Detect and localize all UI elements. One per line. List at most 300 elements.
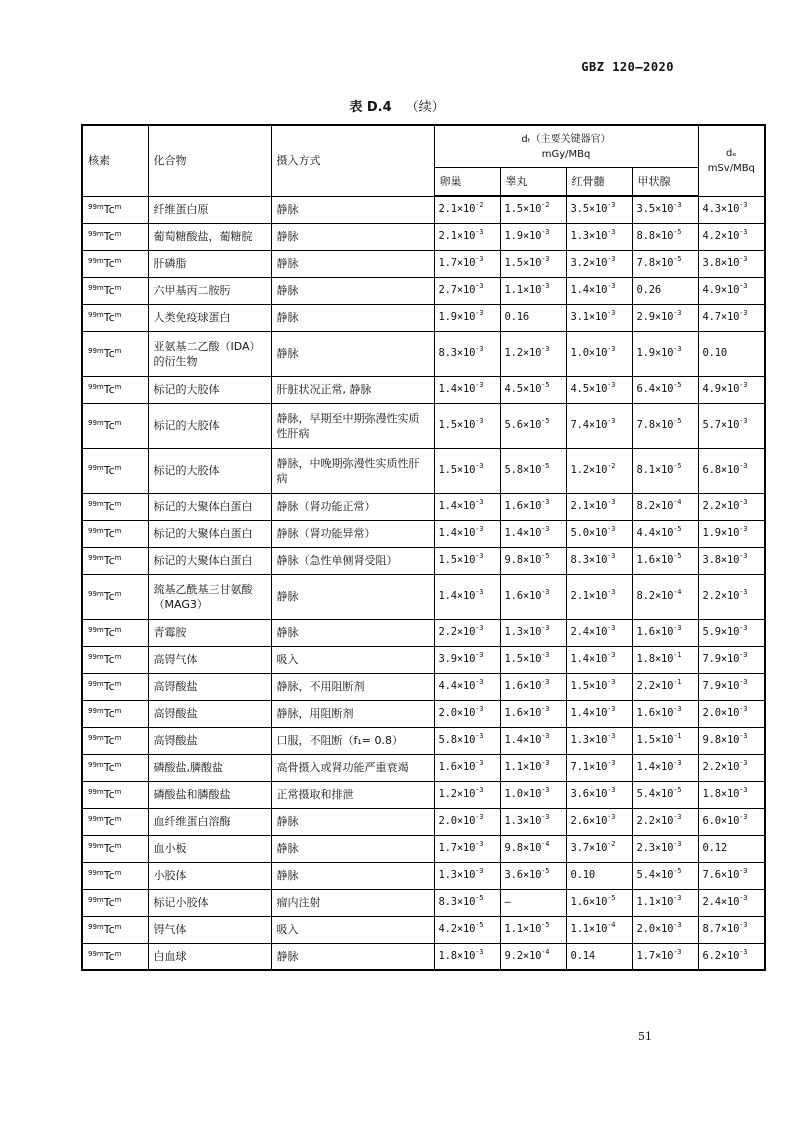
cell-ovary-dose [434, 754, 500, 781]
cell-route: 静脉 [271, 250, 434, 277]
value-exponent: -3 [541, 525, 550, 533]
cell-red-marrow-dose [566, 493, 632, 520]
cell-testis-dose [500, 520, 566, 547]
cell-ovary-dose [434, 304, 500, 331]
table-row [82, 196, 765, 223]
value-exponent: -3 [541, 345, 550, 353]
cell-effective-dose [698, 331, 765, 376]
cell-effective-dose [698, 574, 765, 619]
cell-route: 静脉 [271, 808, 434, 835]
cell-thyroid-dose [632, 250, 698, 277]
cell-thyroid-dose [632, 493, 698, 520]
value-exponent: -3 [607, 705, 616, 713]
cell-ovary-dose [434, 223, 500, 250]
cell-ovary-dose [434, 835, 500, 862]
value-exponent: -3 [739, 705, 748, 713]
col-header-red-marrow: 红骨髓 [566, 168, 632, 197]
nuclide-symbol: Tc [103, 923, 115, 936]
value-exponent: -3 [607, 255, 616, 263]
value-exponent: -2 [607, 840, 616, 848]
nuclide-metastable-mark: m [114, 500, 122, 508]
value-exponent: -5 [673, 228, 682, 236]
nuclide-symbol: Tc [103, 707, 115, 720]
value-mantissa: 1.8×10 [702, 788, 740, 800]
cell-effective-dose [698, 835, 765, 862]
value-exponent: -3 [607, 624, 616, 632]
cell-effective-dose [698, 250, 765, 277]
cell-ovary-dose [434, 520, 500, 547]
nuclide-mass-number: 99m [88, 896, 104, 904]
value-mantissa: 6.2×10 [702, 949, 740, 962]
value-exponent: -3 [475, 813, 484, 821]
value-exponent: -5 [673, 417, 682, 425]
value-exponent: -3 [475, 309, 484, 317]
value-mantissa: 2.0×10 [438, 815, 476, 827]
cell-nuclide [82, 916, 148, 943]
nuclide-metastable-mark: m [114, 464, 122, 472]
cell-thyroid-dose [632, 403, 698, 448]
value-exponent: -4 [673, 588, 682, 596]
value-exponent: -2 [475, 201, 484, 210]
cell-thyroid-dose [632, 862, 698, 889]
value-mantissa: 2.0×10 [636, 923, 674, 935]
cell-thyroid-dose [632, 223, 698, 250]
nuclide-symbol: Tc [103, 500, 115, 513]
value-exponent: -3 [739, 525, 748, 533]
value-mantissa: 3.5×10 [636, 203, 674, 216]
table-row [82, 403, 765, 448]
value-mantissa: 3.8×10 [702, 257, 740, 269]
cell-route: 静脉 [271, 196, 434, 223]
value-exponent: -3 [475, 947, 484, 956]
value-mantissa: 4.7×10 [702, 311, 740, 323]
value-exponent: -3 [475, 759, 484, 767]
nuclide-symbol: Tc [103, 311, 115, 324]
value-exponent: -5 [673, 381, 682, 389]
value-exponent: -3 [541, 282, 550, 290]
nuclide-symbol: Tc [103, 680, 115, 693]
value-mantissa: 7.6×10 [702, 869, 740, 881]
table-row [82, 547, 765, 574]
value-mantissa: 9.8×10 [504, 842, 542, 854]
table-row [82, 754, 765, 781]
value-exponent: -3 [541, 813, 550, 821]
cell-compound: 标记小胶体 [148, 889, 271, 916]
cell-red-marrow-dose [566, 304, 632, 331]
value-exponent: -3 [475, 651, 484, 659]
nuclide-symbol: Tc [103, 464, 115, 477]
table-row [82, 835, 765, 862]
value-mantissa: 1.4×10 [438, 590, 476, 602]
cell-nuclide [82, 547, 148, 574]
table-row [82, 448, 765, 493]
value-mantissa: 2.3×10 [636, 842, 674, 854]
cell-thyroid-dose [632, 646, 698, 673]
nuclide-mass-number: 99m [88, 923, 104, 931]
value-exponent: -4 [541, 840, 550, 848]
table-row [82, 304, 765, 331]
cell-route: 静脉（肾功能正常） [271, 493, 434, 520]
value-mantissa: 2.1×10 [438, 203, 476, 216]
value-mantissa: 5.8×10 [504, 464, 542, 476]
value-exponent: -3 [607, 651, 616, 659]
value-exponent: -3 [475, 552, 484, 560]
value-mantissa: 9.8×10 [702, 734, 740, 746]
value-mantissa: 8.7×10 [702, 923, 740, 935]
value-mantissa: 7.8×10 [636, 257, 674, 269]
nuclide-mass-number: 99m [88, 347, 104, 355]
nuclide-mass-number: 99m [88, 653, 104, 661]
cell-effective-dose [698, 862, 765, 889]
cell-nuclide [82, 196, 148, 223]
cell-red-marrow-dose [566, 547, 632, 574]
nuclide-metastable-mark: m [114, 923, 122, 931]
table-row [82, 673, 765, 700]
organ-dose-label: dₜ（主要关键器官） [521, 133, 611, 145]
cell-effective-dose [698, 808, 765, 835]
value-mantissa: 1.5×10 [438, 419, 476, 431]
nuclide-metastable-mark: m [114, 815, 122, 823]
value-exponent: -3 [739, 228, 748, 236]
value-mantissa: 1.6×10 [504, 590, 542, 602]
cell-ovary-dose [434, 376, 500, 403]
cell-compound: 亚氨基二乙酸（IDA）的衍生物 [148, 331, 271, 376]
cell-route: 静脉 [271, 331, 434, 376]
nuclide-metastable-mark: m [114, 419, 122, 427]
cell-route: 静脉，用阻断剂 [271, 700, 434, 727]
cell-compound: 高锝酸盐 [148, 727, 271, 754]
value-mantissa: 3.5×10 [570, 203, 608, 216]
cell-route: 静脉，早期至中期弥漫性实质性肝病 [271, 403, 434, 448]
value-exponent: -3 [541, 228, 550, 236]
value-mantissa: 0.10 [570, 869, 595, 881]
nuclide-metastable-mark: m [114, 761, 122, 769]
cell-testis-dose [500, 331, 566, 376]
value-mantissa: 4.2×10 [702, 230, 740, 242]
cell-testis-dose [500, 889, 566, 916]
value-mantissa: 2.2×10 [636, 815, 674, 827]
nuclide-metastable-mark: m [114, 869, 122, 877]
value-exponent: -4 [673, 498, 682, 506]
cell-red-marrow-dose [566, 574, 632, 619]
value-mantissa: 1.4×10 [438, 527, 476, 539]
cell-red-marrow-dose [566, 331, 632, 376]
value-mantissa: 0.26 [636, 284, 661, 296]
value-exponent: -3 [607, 381, 616, 389]
cell-thyroid-dose [632, 727, 698, 754]
cell-ovary-dose [434, 403, 500, 448]
cell-effective-dose [698, 493, 765, 520]
nuclide-mass-number: 99m [88, 842, 104, 850]
nuclide-mass-number: 99m [88, 311, 104, 319]
value-exponent: -3 [739, 786, 748, 794]
value-mantissa: 8.2×10 [636, 500, 674, 512]
cell-red-marrow-dose [566, 700, 632, 727]
cell-testis-dose [500, 403, 566, 448]
value-mantissa: 8.3×10 [438, 347, 476, 359]
cell-compound: 纤维蛋白原 [148, 196, 271, 223]
cell-ovary-dose [434, 862, 500, 889]
nuclide-mass-number: 99m [88, 419, 104, 427]
value-exponent: -3 [739, 759, 748, 767]
table-row [82, 331, 765, 376]
value-exponent: -3 [673, 624, 682, 632]
cell-red-marrow-dose [566, 376, 632, 403]
table-body [82, 196, 765, 970]
nuclide-mass-number: 99m [88, 761, 104, 769]
value-exponent: -5 [541, 381, 550, 389]
value-mantissa: 8.1×10 [636, 464, 674, 476]
value-mantissa: 7.9×10 [702, 653, 740, 665]
cell-ovary-dose [434, 889, 500, 916]
cell-effective-dose [698, 277, 765, 304]
cell-testis-dose [500, 727, 566, 754]
value-mantissa: 1.5×10 [636, 734, 674, 746]
value-exponent: -3 [541, 651, 550, 659]
col-header-testis: 睾丸 [500, 168, 566, 197]
nuclide-symbol: Tc [103, 203, 115, 216]
cell-nuclide [82, 223, 148, 250]
nuclide-symbol: Tc [103, 257, 115, 270]
nuclide-mass-number: 99m [88, 788, 104, 796]
table-row [82, 862, 765, 889]
value-exponent: -3 [475, 417, 484, 425]
value-exponent: -3 [475, 624, 484, 632]
value-mantissa: 6.0×10 [702, 815, 740, 827]
value-mantissa: 2.2×10 [702, 761, 740, 773]
value-mantissa: 1.4×10 [636, 761, 674, 773]
nuclide-symbol: Tc [103, 815, 115, 828]
nuclide-mass-number: 99m [88, 554, 104, 562]
cell-red-marrow-dose [566, 196, 632, 223]
value-exponent: -3 [673, 201, 682, 210]
cell-thyroid-dose [632, 376, 698, 403]
cell-thyroid-dose [632, 619, 698, 646]
cell-ovary-dose [434, 277, 500, 304]
value-exponent: -3 [607, 759, 616, 767]
table-row [82, 781, 765, 808]
value-exponent: -3 [607, 525, 616, 533]
nuclide-metastable-mark: m [114, 626, 122, 634]
cell-thyroid-dose [632, 277, 698, 304]
value-exponent: -5 [541, 552, 550, 560]
value-exponent: -3 [739, 309, 748, 317]
value-mantissa: 5.8×10 [438, 734, 476, 746]
nuclide-symbol: Tc [103, 949, 115, 963]
value-mantissa: 4.5×10 [570, 383, 608, 395]
cell-route: 口服，不阻断（f₁= 0.8） [271, 727, 434, 754]
value-exponent: -3 [475, 381, 484, 389]
nuclide-metastable-mark: m [114, 311, 122, 319]
value-exponent: -5 [673, 552, 682, 560]
cell-red-marrow-dose [566, 646, 632, 673]
cell-compound: 磷酸盐,膦酸盐 [148, 754, 271, 781]
value-mantissa: 3.7×10 [570, 842, 608, 854]
value-mantissa: 0.16 [504, 311, 529, 323]
cell-route: 静脉 [271, 277, 434, 304]
cell-thyroid-dose [632, 916, 698, 943]
value-mantissa: 1.2×10 [504, 347, 542, 359]
value-exponent: -5 [607, 894, 616, 902]
nuclide-metastable-mark: m [114, 734, 122, 742]
value-exponent: -2 [541, 201, 550, 210]
cell-nuclide [82, 943, 148, 970]
table-row [82, 889, 765, 916]
cell-route: 静脉（肾功能异常） [271, 520, 434, 547]
cell-thyroid-dose [632, 331, 698, 376]
value-exponent: -3 [541, 624, 550, 632]
nuclide-mass-number: 99m [88, 734, 104, 742]
value-mantissa: 1.2×10 [570, 464, 608, 476]
value-exponent: -3 [541, 498, 550, 506]
cell-nuclide [82, 808, 148, 835]
cell-effective-dose [698, 673, 765, 700]
cell-route: 肝脏状况正常, 静脉 [271, 376, 434, 403]
value-mantissa: 4.9×10 [702, 383, 740, 395]
value-mantissa: 1.5×10 [504, 257, 542, 269]
cell-thyroid-dose [632, 835, 698, 862]
value-exponent: -3 [607, 732, 616, 740]
cell-effective-dose [698, 916, 765, 943]
cell-ovary-dose [434, 619, 500, 646]
cell-nuclide [82, 754, 148, 781]
value-mantissa: 1.1×10 [504, 761, 542, 773]
cell-ovary-dose [434, 781, 500, 808]
value-mantissa: 1.8×10 [636, 653, 674, 665]
page-number: 51 [638, 1030, 652, 1043]
cell-testis-dose [500, 646, 566, 673]
nuclide-symbol: Tc [103, 869, 115, 882]
value-mantissa: 4.4×10 [438, 680, 476, 692]
table-row [82, 250, 765, 277]
value-mantissa: 2.0×10 [702, 707, 740, 719]
value-mantissa: 8.8×10 [636, 230, 674, 242]
effective-dose-unit: mSv/MBq [707, 162, 755, 174]
cell-compound: 标记的大聚体白蛋白 [148, 493, 271, 520]
cell-route: 静脉 [271, 223, 434, 250]
value-exponent: -4 [607, 921, 616, 929]
cell-compound: 血小板 [148, 835, 271, 862]
cell-ovary-dose [434, 808, 500, 835]
cell-ovary-dose [434, 916, 500, 943]
cell-testis-dose [500, 196, 566, 223]
cell-effective-dose [698, 223, 765, 250]
table-row [82, 493, 765, 520]
cell-red-marrow-dose [566, 808, 632, 835]
cell-thyroid-dose [632, 781, 698, 808]
value-exponent: -3 [541, 732, 550, 740]
value-mantissa: 1.9×10 [702, 527, 740, 539]
value-mantissa: 1.1×10 [636, 896, 674, 908]
value-mantissa: 1.4×10 [570, 284, 608, 296]
value-mantissa: 1.2×10 [438, 788, 476, 800]
value-mantissa: 5.4×10 [636, 788, 674, 800]
cell-thyroid-dose [632, 574, 698, 619]
cell-compound: 六甲基丙二胺肟 [148, 277, 271, 304]
cell-ovary-dose [434, 331, 500, 376]
nuclide-metastable-mark: m [114, 554, 122, 562]
cell-thyroid-dose [632, 700, 698, 727]
cell-route: 高骨摄入或肾功能严重衰竭 [271, 754, 434, 781]
cell-testis-dose [500, 943, 566, 970]
cell-route: 吸入 [271, 916, 434, 943]
value-mantissa: 1.3×10 [504, 626, 542, 638]
nuclide-metastable-mark: m [114, 842, 122, 850]
cell-nuclide [82, 673, 148, 700]
value-exponent: -3 [739, 417, 748, 425]
value-exponent: -3 [475, 588, 484, 596]
cell-thyroid-dose [632, 448, 698, 493]
value-exponent: -1 [673, 678, 682, 686]
value-mantissa: 1.6×10 [438, 761, 476, 773]
value-exponent: -3 [607, 552, 616, 560]
cell-nuclide [82, 781, 148, 808]
nuclide-metastable-mark: m [114, 680, 122, 688]
value-mantissa: 1.4×10 [570, 653, 608, 665]
value-exponent: -3 [607, 201, 616, 210]
cell-red-marrow-dose [566, 520, 632, 547]
table-row [82, 520, 765, 547]
table-row [82, 574, 765, 619]
value-mantissa: 4.4×10 [636, 527, 674, 539]
nuclide-symbol: Tc [103, 788, 115, 801]
cell-testis-dose [500, 619, 566, 646]
nuclide-symbol: Tc [103, 653, 115, 666]
value-exponent: -3 [739, 813, 748, 821]
table-row [82, 376, 765, 403]
cell-nuclide [82, 376, 148, 403]
cell-red-marrow-dose [566, 403, 632, 448]
cell-thyroid-dose [632, 673, 698, 700]
value-exponent: -3 [475, 498, 484, 506]
cell-effective-dose [698, 403, 765, 448]
cell-testis-dose [500, 223, 566, 250]
cell-red-marrow-dose [566, 250, 632, 277]
value-mantissa: 3.8×10 [702, 554, 740, 566]
cell-nuclide [82, 520, 148, 547]
value-exponent: -3 [607, 309, 616, 317]
value-mantissa: 1.7×10 [636, 949, 674, 962]
value-exponent: -3 [673, 705, 682, 713]
document-code: GBZ 120—2020 [581, 60, 674, 74]
cell-route: 瘤内注射 [271, 889, 434, 916]
cell-red-marrow-dose [566, 781, 632, 808]
value-mantissa: 0.14 [570, 949, 595, 962]
cell-route: 静脉 [271, 574, 434, 619]
nuclide-mass-number: 99m [88, 284, 104, 292]
cell-red-marrow-dose [566, 448, 632, 493]
value-mantissa: 7.1×10 [570, 761, 608, 773]
cell-nuclide [82, 448, 148, 493]
value-mantissa: 2.2×10 [702, 500, 740, 512]
value-exponent: -3 [607, 228, 616, 236]
nuclide-symbol: Tc [103, 347, 115, 360]
value-exponent: -1 [673, 732, 682, 740]
value-exponent: -3 [607, 678, 616, 686]
cell-red-marrow-dose [566, 619, 632, 646]
value-mantissa: — [504, 896, 511, 908]
value-exponent: -5 [673, 786, 682, 794]
value-mantissa: 3.9×10 [438, 653, 476, 665]
cell-compound: 小胶体 [148, 862, 271, 889]
cell-red-marrow-dose [566, 727, 632, 754]
cell-effective-dose [698, 700, 765, 727]
value-exponent: -5 [673, 462, 682, 470]
value-mantissa: 0.10 [702, 347, 728, 359]
value-exponent: -3 [739, 462, 748, 470]
nuclide-mass-number: 99m [88, 230, 104, 238]
nuclide-metastable-mark: m [114, 896, 122, 904]
